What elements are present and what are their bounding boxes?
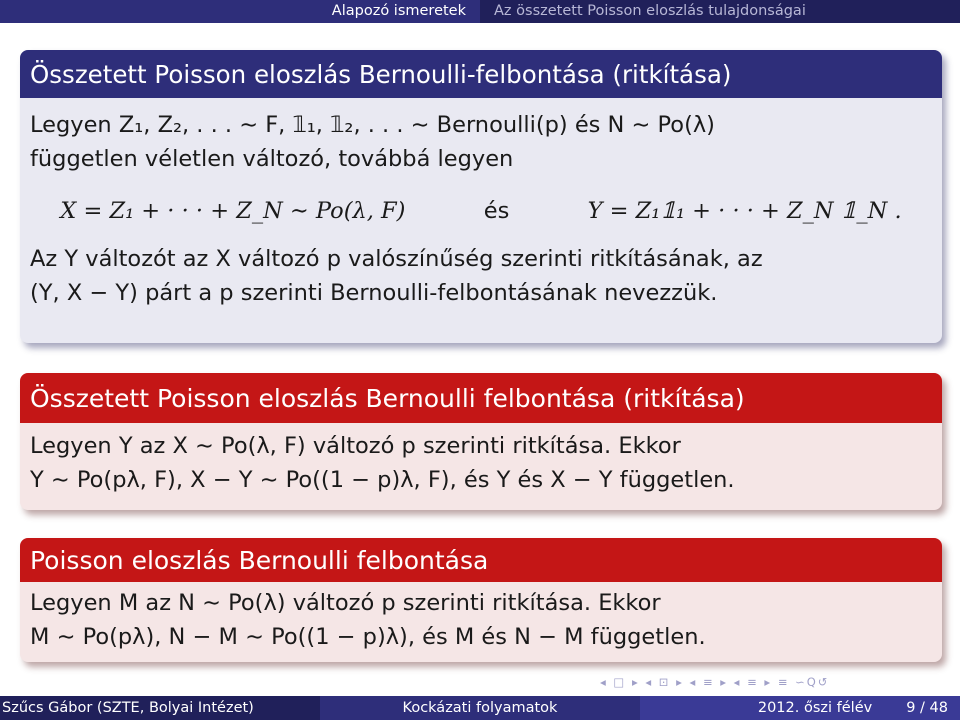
definition-line-4: (Y, X − Y) párt a p szerinti Bernoulli-felbontásának nevezzük. <box>30 280 718 306</box>
definition-title: Összetett Poisson eloszlás Bernoulli-felbontása (ritkítása) <box>20 50 942 98</box>
definition-block <box>20 50 942 343</box>
definition-line-3: Az Y változót az X változó p valószínűség szerinti ritkításának, az <box>30 246 763 272</box>
header-bar <box>0 0 960 23</box>
theorem-thinning-line-2: Y ∼ Po(pλ, F), X − Y ∼ Po((1 − p)λ, F), és Y és X − Y független. <box>30 467 735 493</box>
theorem-poisson-title: Poisson eloszlás Bernoulli felbontása <box>20 538 942 582</box>
footer-author: Szűcs Gábor (SZTE, Bolyai Intézet) <box>0 696 320 720</box>
theorem-thinning-title: Összetett Poisson eloszlás Bernoulli felbontása (ritkítása) <box>20 373 942 423</box>
theorem-poisson-line-2: M ∼ Po(pλ), N − M ∼ Po((1 − p)λ), és M és N − M független. <box>30 624 706 650</box>
footer-course: Kockázati folyamatok <box>320 696 640 720</box>
definition-formula <box>30 194 932 228</box>
footer-semester: 2012. őszi félév <box>757 700 873 716</box>
footer-info <box>640 696 960 720</box>
formula-y: Y = Z₁𝟙₁ + · · · + Z_N 𝟙_N . <box>587 198 902 224</box>
section-title[interactable]: Alapozó ismeretek <box>0 0 480 23</box>
theorem-thinning-line-1: Legyen Y az X ∼ Po(λ, F) változó p szerinti ritkítása. Ekkor <box>30 433 681 459</box>
definition-body <box>20 98 942 318</box>
theorem-poisson-body <box>20 582 942 662</box>
beamer-navigation-icons[interactable]: ◂ □ ▸ ◂ ⊡ ▸ ◂ ≡ ▸ ◂ ≡ ▸ ≡ ∽Q↺ <box>600 675 830 689</box>
footer-page-number: 9 / 48 <box>906 700 948 716</box>
theorem-thinning-block <box>20 373 942 510</box>
formula-x: X = Z₁ + · · · + Z_N ∼ Po(λ, F) <box>60 198 406 224</box>
theorem-poisson-line-1: Legyen M az N ∼ Po(λ) változó p szerinti ritkítása. Ekkor <box>30 590 661 616</box>
theorem-poisson-block <box>20 538 942 662</box>
formula-and: és <box>483 198 510 224</box>
definition-line-2: független véletlen változó, továbbá legyen <box>30 146 514 172</box>
footer-bar <box>0 696 960 720</box>
subsection-title[interactable]: Az összetett Poisson eloszlás tulajdonságai <box>480 0 960 23</box>
theorem-thinning-body <box>20 423 942 505</box>
definition-line-1: Legyen Z₁, Z₂, . . . ∼ F, 𝟙₁, 𝟙₂, . . . ∼ Bernoulli(p) és N ∼ Po(λ) <box>30 112 715 138</box>
